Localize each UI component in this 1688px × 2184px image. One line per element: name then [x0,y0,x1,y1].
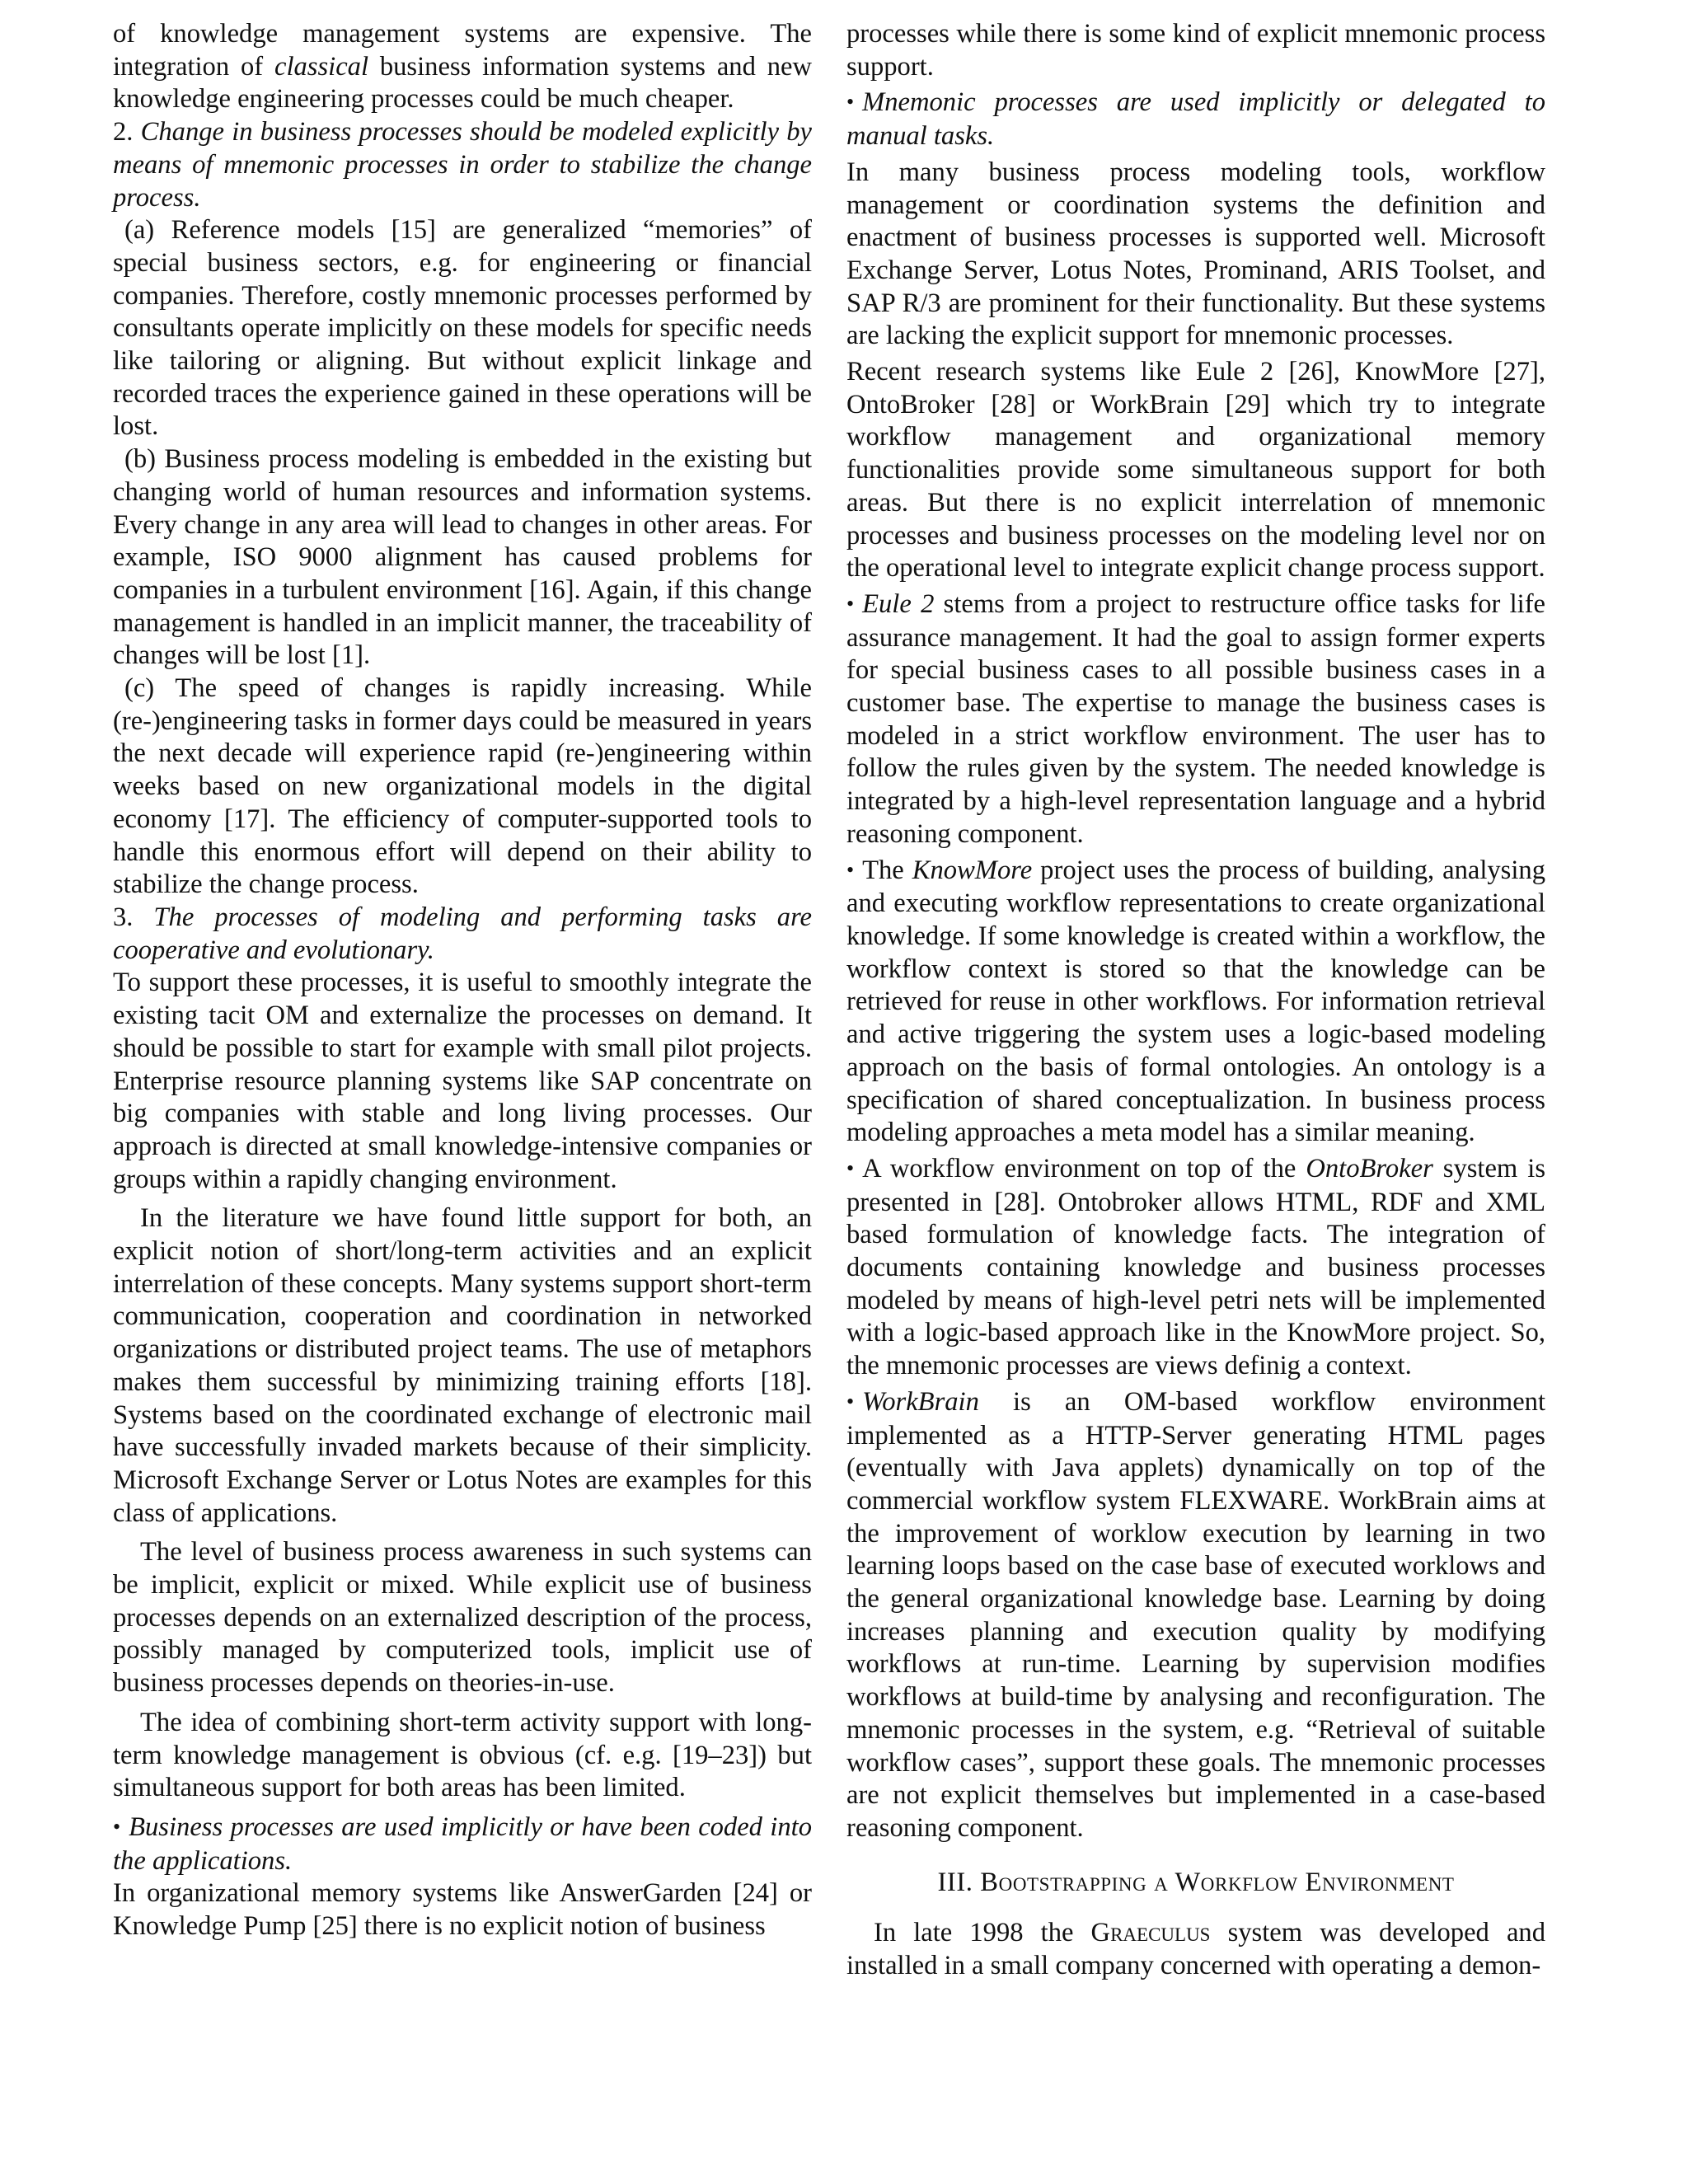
italic-text-run: Mnemonic processes are used implicitly or delegated to manual tasks. [846,87,1545,152]
text-run: In the literature we have found little support for both, an explicit notion of short/long-term activities and an explicit interrelation of these concepts. Many systems support short-term communication, cooperation and coordination in networked organizations or distributed project teams. The use of metaphors makes them successful by minimizing training efforts [18]. Systems based on the coordinated exchange of electronic mail have successfully invaded markets because of their simplicity. Microsoft Exchange Server or Lotus Notes are examples for this class of applications. [113,1203,812,1528]
italic-text-run: Business processes are used implicitly or have been coded into the applications. [113,1811,812,1876]
text-run: project uses the process of building, analysing and executing workflow representations to create organizational knowledge. If some knowledge is created within a workflow, the workflow context is stored so that the knowledge can be retrieved for reuse in other workflows. For information retrieval and active triggering the system uses a logic-based modeling approach on the basis of formal ontologies. An ontology is a specification of shared conceptualization. In business process modeling approaches a meta model has a similar meaning. [846,855,1545,1148]
item-b-process-modeling [113,443,812,673]
item-c-speed-of-change [113,673,812,902]
section-title: Bootstrapping a Workflow Environment [980,1867,1455,1897]
paragraph-combining-support [113,1707,812,1805]
paragraph-support-processes [113,967,812,1196]
italic-text-run: Eule 2 [862,588,935,619]
bullet-business-implicit [113,1811,812,1877]
text-run: system is presented in [28]. Ontobroker allows HTML, RDF and XML based formulation of knowledge facts. The integration of documents containing knowledge and business processes modeled by means of high-level petri nets will be implemented with a logic-based approach like in the KnowMore project. So, the mnemonic processes are views definig a context. [846,1153,1545,1381]
system-name-graeculus: Graeculus [1090,1918,1211,1948]
paragraph-knowledge-costs [113,18,812,116]
text-run: (b) Business process modeling is embedded in the existing but changing world of human resources and information systems. Every change in any area will lead to changes in other areas. For example, ISO 9000 alignment has caused problems for companies in a turbulent environment [16]. Again, if this change management is handled in an implicit manner, the traceability of changes will be lost [1]. [113,444,812,671]
item-a-reference-models [113,214,812,443]
bullet-mnemonic-implicit [846,87,1545,152]
bullet-ontobroker [846,1153,1545,1383]
italic-text-run: KnowMore [912,855,1033,885]
text-run: processes while there is some kind of explicit mnemonic process support. [846,19,1545,82]
paragraph-literature [113,1202,812,1530]
text-run: The level of business process awareness in such systems can be implicit, explicit or mixed. While explicit use of business processes depends on an externalized description of the process, possibly managed by computerized tools, implicit use of business processes depends on theories-in-use. [113,1537,812,1699]
right-column [846,18,1545,1983]
text-run: 3. [113,902,154,932]
text-run: A workflow environment on top of the [862,1153,1306,1183]
bullet-eule2 [846,588,1545,851]
graeculus-prefix: In late 1998 the [874,1918,1091,1948]
section-heading [846,1867,1545,1900]
text-run: 2. [113,117,141,148]
italic-text-run: classical [274,51,368,82]
italic-text-run: WorkBrain [862,1386,979,1417]
point-2-change-processes [113,116,812,214]
text-run: business information systems and new knowledge engineering processes could be much cheaper. [113,51,812,115]
text-run: (c) The speed of changes is rapidly increasing. While (re-)engineering tasks in former days could be measured in years the next decade will experience rapid (re-)engineering within weeks based on new organizational models in the digital economy [17]. The efficiency of computer-supported tools to handle this enormous effort will depend on their ability to stabilize the change process. [113,673,812,900]
paragraph-awareness-level [113,1536,812,1700]
italic-text-run: OntoBroker [1306,1153,1433,1183]
text-run: In organizational memory systems like AnswerGarden [24] or Knowledge Pump [25] there is no explicit notion of business [113,1878,812,1942]
text-run: Recent research systems like Eule 2 [26], KnowMore [27], OntoBroker [28] or WorkBrain [29] which try to integrate workflow management and organizational memory functionalities provide some simultaneous support for both areas. But there is no explicit interrelation of mnemonic processes and business processes on the modeling level nor on the operational level to integrate explicit change process support. [846,357,1545,583]
bullet-workbrain [846,1386,1545,1845]
paragraph-graeculus [846,1917,1545,1982]
paragraph-om-systems [113,1877,812,1943]
text-run: is an OM-based workflow environment implemented as a HTTP-Server generating HTML pages (eventually with Java applets) dynamically on top of the commercial workflow system FLEXWARE. WorkBrain aims at the improvement of worklow execution by learning in two learning loops based on the case base of executed worklows and the general organizational knowledge base. Learning by doing increases planning and execution quality by modifying workflows at run-time. Learning by supervision modifies workflows at build-time by analysing and reconfiguration. The mnemonic processes in the system, e.g. “Retrieval of suitable workflow cases”, support these goals. The mnemonic processes are not explicit themselves but implemented in a case-based reasoning component. [846,1386,1545,1843]
italic-text-run: The processes of modeling and performing tasks are cooperative and evolutionary. [113,902,812,965]
text-run: In many business process modeling tools, workflow management or coordination systems the definition and enactment of business processes is supported well. Microsoft Exchange Server, Lotus Notes, Prominand, ARIS Toolset, and SAP R/3 are prominent for their functionality. But these systems are lacking the explicit support for mnemonic processes. [846,157,1545,351]
paragraph-mnemonic-support [846,18,1545,83]
bullet-knowmore [846,855,1545,1150]
text-run: To support these processes, it is useful to smoothly integrate the existing tacit OM and externalize the processes on demand. It should be possible to start for example with small pilot projects. Enterprise resource planning systems like SAP concentrate on big companies with stable and long living processes. Our approach is directed at small knowledge-intensive companies or groups within a rapidly changing environment. [113,968,812,1194]
text-run: The [862,855,912,885]
text-run: The idea of combining short-term activity support with long-term knowledge management is obvious (cf. e.g. [19–23]) but simultaneous support for both areas has been limited. [113,1707,812,1803]
text-run: stems from a project to restructure office tasks for life assurance management. It had the goal to assign former experts for special business cases to all possible business cases in a customer base. The expertise to manage the business cases is modeled in a strict workflow environment. The user has to follow the rules given by the system. The needed knowledge is integrated by a high-level representation language and a hybrid reasoning component. [846,588,1546,849]
point-3-cooperative [113,902,812,967]
italic-text-run: Change in business processes should be modeled explicitly by means of mnemonic processes in order to stabilize the change process. [113,117,812,213]
paragraph-research-systems [846,356,1545,585]
text-run: of knowledge management systems are expensive. The integration of [113,19,812,82]
paragraph-modeling-tools [846,157,1545,353]
section-number: III. [937,1867,973,1897]
left-column [113,18,812,1943]
graeculus-suffix: system was developed and installed in a small company concerned with operating a demon- [846,1918,1545,1981]
text-run: (a) Reference models [15] are generalized “memories” of special business sectors, e.g. for engineering or financial companies. Therefore, costly mnemonic processes performed by consultants operate implicitly on these models for specific needs like tailoring or aligning. But without explicit linkage and recorded traces the experience gained in these operations will be lost. [113,215,812,442]
